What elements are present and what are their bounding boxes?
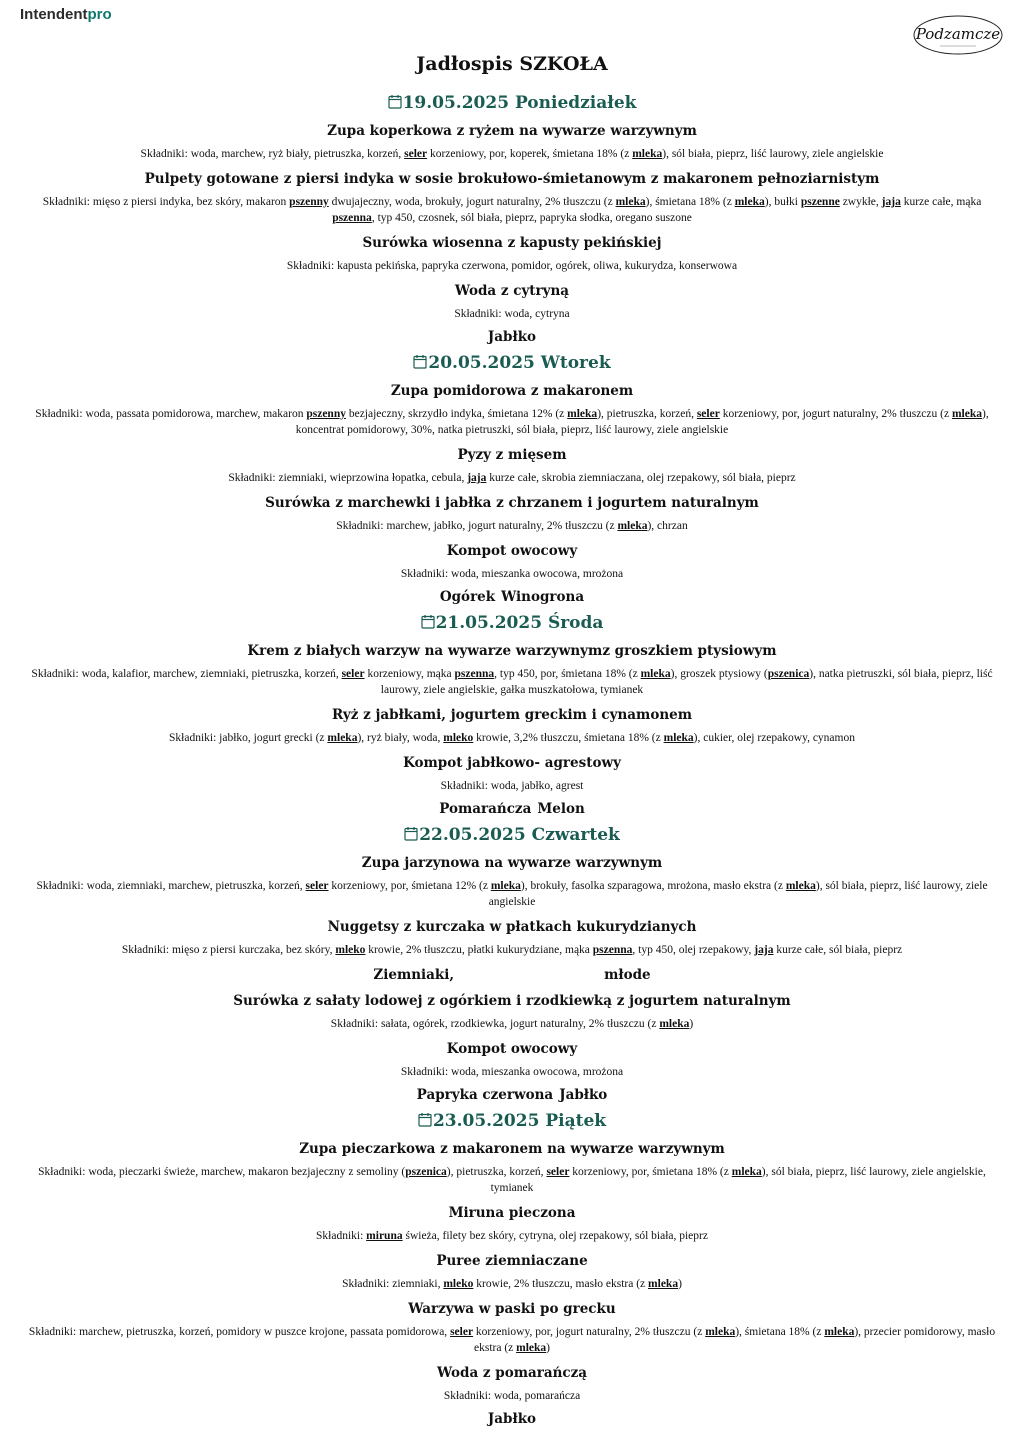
brand-logo: Intendentpro: [20, 6, 112, 23]
day-fruits: [20, 1086, 1004, 1104]
dish-name: Krem z białych warzyw na wywarze warzywnymz groszkiem ptysiowym: [247, 643, 777, 659]
dish-ingredients: Składniki: woda, pomarańcza: [443, 1390, 581, 1402]
day-heading: [20, 352, 1004, 374]
day-heading: [20, 1110, 1004, 1132]
ingredients-prefix: Składniki:: [228, 472, 279, 484]
day-fruits: [20, 1410, 1004, 1428]
dish-name: Puree ziemniaczane: [436, 1253, 588, 1269]
calendar-icon: [388, 94, 402, 109]
dish-ingredients: Składniki: marchew, jabłko, jogurt naturalny, 2% tłuszczu (z mleka), chrzan: [336, 520, 688, 532]
ingredients-prefix: Składniki:: [443, 1390, 494, 1402]
ingredients-prefix: Składniki:: [342, 1278, 393, 1290]
day-heading: [20, 92, 1004, 114]
allergen: mleka: [951, 408, 982, 420]
calendar-icon: [404, 826, 418, 841]
allergen: mleka: [731, 1166, 762, 1178]
allergen: jaja: [467, 472, 487, 484]
allergen: mleka: [617, 520, 648, 532]
dish-ingredients: Składniki: ziemniaki, mleko krowie, 2% tłuszczu, masło ekstra (z mleka): [342, 1278, 682, 1290]
fruit-item: Winogrona: [501, 589, 585, 605]
ingredients-prefix: Składniki:: [316, 1230, 367, 1242]
dish-name: Kompot jabłkowo- agrestowy: [403, 755, 621, 771]
allergen: pszenica: [405, 1166, 447, 1178]
allergen: seler: [450, 1326, 474, 1338]
dish-name: Pyzy z mięsem: [457, 447, 567, 463]
allergen: seler: [546, 1166, 570, 1178]
allergen: mleka: [516, 1342, 547, 1354]
allergen: mleka: [327, 732, 358, 744]
allergen: mleko: [335, 944, 366, 956]
ingredients-prefix: Składniki:: [31, 668, 82, 680]
allergen: mleka: [632, 148, 663, 160]
ingredients-prefix: Składniki:: [42, 196, 93, 208]
day-date: 19.05.2025 Poniedziałek: [402, 93, 637, 113]
dish-ingredients: Składniki: jabłko, jogurt grecki (z mleka), ryż biały, woda, mleko krowie, 3,2% tłuszczu, śmietana 18% (z mleka), cukier, olej rzepakowy, cynamon: [169, 732, 855, 744]
dish-name: Zupa jarzynowa na wywarze warzywnym: [361, 855, 663, 871]
allergen: mleko: [443, 1278, 474, 1290]
allergen: mleka: [705, 1326, 736, 1338]
allergen: mleka: [648, 1278, 679, 1290]
allergen: pszenna: [454, 668, 495, 680]
ingredients-prefix: Składniki:: [169, 732, 220, 744]
dish-name: Nuggetsy z kurczaka w płatkach kukurydzianych: [327, 919, 697, 935]
day-heading: [20, 824, 1004, 846]
logo-text: Podzamcze: [915, 25, 1001, 43]
fruit-item: Jabłko: [487, 1411, 537, 1427]
ingredients-prefix: Składniki:: [400, 1066, 452, 1078]
day-date: 23.05.2025 Piątek: [432, 1111, 607, 1131]
fruit-item: Ogórek: [439, 589, 496, 605]
dish-name: Kompot owocowy: [446, 543, 578, 559]
dish-ingredients: Składniki: marchew, pietruszka, korzeń, pomidory w puszce krojone, passata pomidorowa, seler korzeniowy, por, jogurt naturalny, 2% tłuszczu (z mleka), śmietana 18% (z mleka), przecier pomidorowy, masło ekstra (z mleka): [28, 1326, 996, 1354]
day-date: 20.05.2025 Wtorek: [428, 353, 611, 373]
allergen: mleka: [615, 196, 646, 208]
calendar-icon: [421, 614, 435, 629]
dish-ingredients: Składniki: mięso z piersi kurczaka, bez skóry, mleko krowie, 2% tłuszczu, płatki kukurydziane, mąka pszenna, typ 450, olej rzepakowy, jaja kurze całe, sól biała, pieprz: [121, 944, 903, 956]
ingredients-prefix: Składniki:: [286, 260, 338, 272]
ingredients-prefix: Składniki:: [400, 568, 452, 580]
dish-name: Surówka z marchewki i jabłka z chrzanem i jogurtem naturalnym: [265, 495, 759, 511]
allergen: pszenna: [332, 212, 372, 224]
ingredients-prefix: Składniki:: [454, 308, 505, 320]
dish-name: Surówka wiosenna z kapusty pekińskiej: [362, 235, 662, 251]
ingredients-prefix: Składniki:: [28, 1326, 80, 1338]
dish-ingredients: Składniki: woda, ziemniaki, marchew, pietruszka, korzeń, seler korzeniowy, por, śmietana 12% (z mleka), brokuły, fasolka szparagowa, mrożona, masło ekstra (z mleka), sól biała, pieprz, liść laurowy, ziele angielskie: [36, 880, 988, 908]
ingredients-prefix: Składniki:: [336, 520, 387, 532]
allergen: seler: [305, 880, 329, 892]
dish-name: Zupa koperkowa z ryżem na wywarze warzywnym: [327, 123, 697, 139]
allergen: mleka: [659, 1018, 690, 1030]
dish-ingredients: Składniki: woda, marchew, ryż biały, pietruszka, korzeń, seler korzeniowy, por, koperek, śmietana 18% (z mleka), sól biała, pieprz, liść laurowy, ziele angielskie: [140, 148, 884, 160]
day-fruits: [20, 800, 1004, 818]
dish-name: Ryż z jabłkami, jogurtem greckim i cynamonem: [331, 707, 693, 723]
dish-name: Woda z pomarańczą: [436, 1365, 588, 1381]
dish-ingredients: Składniki: woda, kalafior, marchew, ziemniaki, pietruszka, korzeń, seler korzeniowy, mąka pszenna, typ 450, por, śmietana 18% (z mleka), groszek ptysiowy (pszenica), natka pietruszki, sól biała, pieprz, liść laurowy, ziele angielskie, gałka muszkatołowa, tymianek: [31, 668, 993, 696]
allergen: pszenica: [767, 668, 810, 680]
dish-ingredients: Składniki: mięso z piersi indyka, bez skóry, makaron pszenny dwujajeczny, woda, brokuły, jogurt naturalny, 2% tłuszczu (z mleka), śmietana 18% (z mleka), bułki pszenne zwykłe, jaja kurze całe, mąka pszenna, typ 450, czosnek, sól biała, pieprz, papryka słodka, oregano suszone: [42, 196, 982, 224]
dish-name: Zupa pomidorowa z makaronem: [390, 383, 634, 399]
dish-name: Surówka z sałaty lodowej z ogórkiem i rzodkiewką z jogurtem naturalnym: [233, 993, 791, 1009]
allergen: pszenne: [800, 196, 840, 208]
allergen: mleka: [734, 196, 765, 208]
dish-name: Woda z cytryną: [454, 283, 570, 299]
ingredients-prefix: Składniki:: [330, 1018, 381, 1030]
ingredients-prefix: Składniki:: [121, 944, 172, 956]
dish-name: Kompot owocowy: [446, 1041, 578, 1057]
allergen: jaja: [881, 196, 901, 208]
dish-name: Miruna pieczona: [448, 1205, 576, 1221]
dish-ingredients: Składniki: woda, mieszanka owocowa, mrożona: [400, 568, 624, 580]
allergen: mleka: [490, 880, 521, 892]
dish-name: Ziemniaki, młode: [373, 967, 651, 983]
allergen: mleka: [663, 732, 694, 744]
allergen: pszenny: [306, 408, 346, 420]
allergen: pszenny: [289, 196, 329, 208]
allergen: jaja: [754, 944, 774, 956]
day-heading: [20, 612, 1004, 634]
dish-ingredients: Składniki: woda, mieszanka owocowa, mrożona: [400, 1066, 624, 1078]
fruit-item: Jabłko: [559, 1087, 608, 1103]
allergen: seler: [696, 408, 720, 420]
dish-ingredients: Składniki: woda, pieczarki świeże, marchew, makaron bezjajeczny z semoliny (pszenica), pietruszka, korzeń, seler korzeniowy, por, śmietana 18% (z mleka), sól biała, pieprz, liść laurowy, ziele angielskie, tymianek: [38, 1166, 986, 1194]
day-date: 21.05.2025 Środa: [435, 613, 604, 633]
dish-ingredients: Składniki: woda, cytryna: [454, 308, 570, 320]
days-list: [20, 92, 1004, 1428]
allergen: seler: [341, 668, 365, 680]
ingredients-prefix: Składniki:: [35, 408, 86, 420]
allergen: seler: [404, 148, 428, 160]
allergen: mleka: [824, 1326, 855, 1338]
day-fruits: [20, 588, 1004, 606]
calendar-icon: [418, 1112, 432, 1127]
fruit-item: Papryka czerwona: [416, 1087, 554, 1103]
fruit-item: Pomarańcza: [439, 801, 532, 817]
allergen: mleka: [640, 668, 671, 680]
fruit-item: Melon: [537, 801, 585, 817]
allergen: miruna: [366, 1230, 403, 1242]
dish-name: Zupa pieczarkowa z makaronem na wywarze warzywnym: [299, 1141, 725, 1157]
calendar-icon: [413, 354, 427, 369]
ingredients-prefix: Składniki:: [38, 1166, 89, 1178]
ingredients-prefix: Składniki:: [440, 780, 491, 792]
allergen: mleka: [785, 880, 816, 892]
dish-ingredients: Składniki: miruna świeża, filety bez skóry, cytryna, olej rzepakowy, sól biała, pieprz: [316, 1230, 708, 1242]
day-fruits: [20, 328, 1004, 346]
allergen: mleko: [443, 732, 474, 744]
dish-ingredients: Składniki: ziemniaki, wieprzowina łopatka, cebula, jaja kurze całe, skrobia ziemniaczana, olej rzepakowy, sól biała, pieprz: [228, 472, 796, 484]
ingredients-prefix: Składniki:: [140, 148, 191, 160]
day-date: 22.05.2025 Czwartek: [419, 825, 620, 845]
dish-name: Warzywa w paski po grecku: [408, 1301, 616, 1317]
page-title: Jadłospis SZKOŁA: [416, 53, 608, 75]
ingredients-prefix: Składniki:: [36, 880, 87, 892]
menu-page: [20, 50, 1004, 1430]
dish-ingredients: Składniki: kapusta pekińska, papryka czerwona, pomidor, ogórek, oliwa, kukurydza, konserwowa: [286, 260, 738, 272]
dish-name: Pulpety gotowane z piersi indyka w sosie brokułowo-śmietanowym z makaronem pełnoziarnistym: [144, 171, 880, 187]
dish-ingredients: Składniki: woda, jabłko, agrest: [440, 780, 584, 792]
fruit-item: Jabłko: [487, 329, 537, 345]
allergen: pszenna: [592, 944, 633, 956]
dish-ingredients: Składniki: woda, passata pomidorowa, marchew, makaron pszenny bezjajeczny, skrzydło indyka, śmietana 12% (z mleka), pietruszka, korzeń, seler korzeniowy, por, jogurt naturalny, 2% tłuszczu (z mleka), koncentrat pomidorowy, 30%, natka pietruszki, sól biała, pieprz, liść laurowy, ziele angielskie: [35, 408, 989, 436]
dish-ingredients: Składniki: sałata, ogórek, rzodkiewka, jogurt naturalny, 2% tłuszczu (z mleka): [330, 1018, 694, 1030]
allergen: mleka: [567, 408, 598, 420]
